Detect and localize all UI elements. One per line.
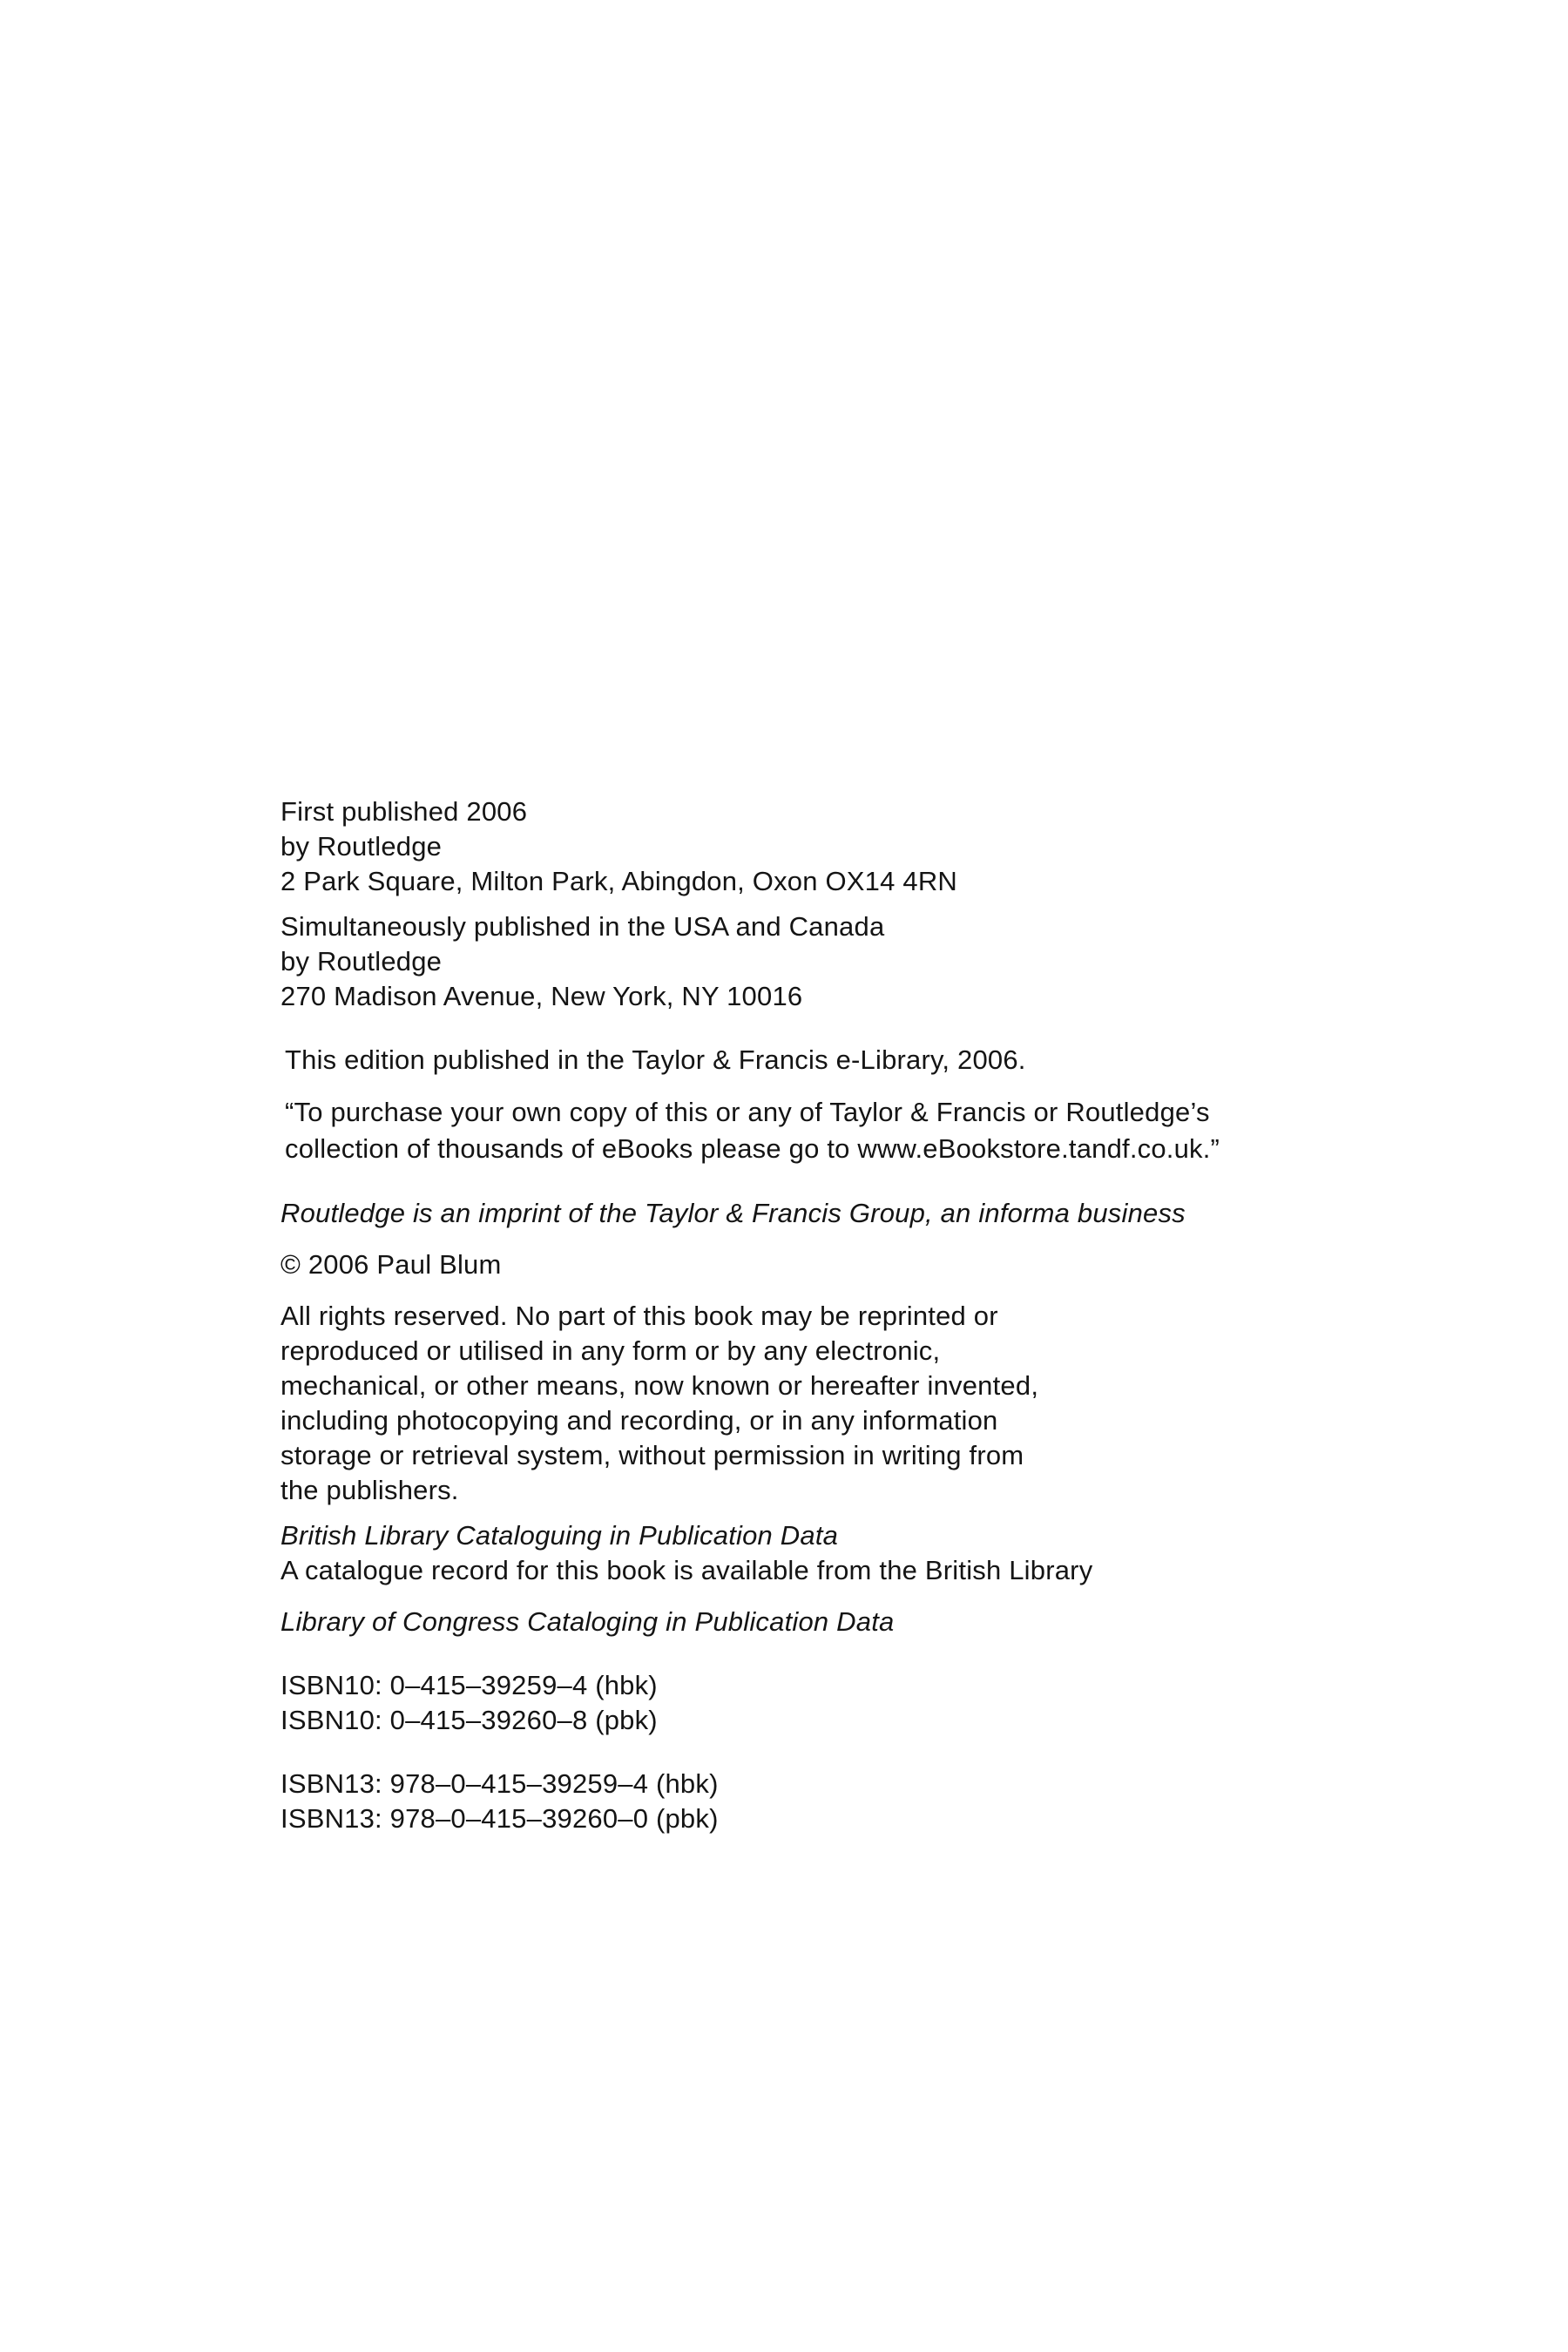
uk-publication-block xyxy=(280,794,1361,899)
isbn10-pbk-line: ISBN10: 0–415–39260–8 (pbk) xyxy=(280,1705,658,1735)
rights-line: reproduced or utilised in any form or by any electronic, xyxy=(280,1335,941,1366)
ebook-notice-line: collection of thousands of eBooks please go to www.eBookstore.tandf.co.uk.” xyxy=(285,1133,1220,1164)
us-publisher-address-line: 270 Madison Avenue, New York, NY 10016 xyxy=(280,981,803,1011)
imprint-note-line: Routledge is an imprint of the Taylor & Francis Group, an informa business xyxy=(280,1198,1186,1228)
ebook-purchase-notice-block xyxy=(285,1094,1361,1167)
us-publisher-line: by Routledge xyxy=(280,946,443,977)
british-library-heading: British Library Cataloguing in Publication Data xyxy=(280,1520,839,1551)
isbn13-block xyxy=(280,1767,1361,1836)
elibrary-edition-block xyxy=(285,1043,1361,1078)
isbn13-pbk-line: ISBN13: 978–0–415–39260–0 (pbk) xyxy=(280,1803,719,1834)
us-publication-block xyxy=(280,909,1361,1014)
copyright-line: © 2006 Paul Blum xyxy=(280,1249,502,1280)
library-of-congress-heading: Library of Congress Cataloging in Publication Data xyxy=(280,1606,895,1637)
imprint-note-block xyxy=(280,1196,1361,1231)
isbn10-block xyxy=(280,1668,1361,1738)
british-library-block xyxy=(280,1518,1361,1588)
library-of-congress-block xyxy=(280,1605,1361,1639)
british-library-text: A catalogue record for this book is available from the British Library xyxy=(280,1555,1093,1585)
first-published-line: First published 2006 xyxy=(280,796,528,827)
copyright-imprint-page xyxy=(280,794,1361,1836)
rights-line: including photocopying and recording, or in any information xyxy=(280,1405,998,1436)
ebook-notice-line: “To purchase your own copy of this or any of Taylor & Francis or Routledge’s xyxy=(285,1097,1210,1127)
rights-reserved-block xyxy=(280,1299,1361,1508)
publisher-line: by Routledge xyxy=(280,831,443,862)
publisher-address-line: 2 Park Square, Milton Park, Abingdon, Oxon OX14 4RN xyxy=(280,866,957,896)
elibrary-edition-line: This edition published in the Taylor & Francis e-Library, 2006. xyxy=(285,1044,1026,1075)
rights-line: All rights reserved. No part of this book may be reprinted or xyxy=(280,1301,998,1331)
copyright-block xyxy=(280,1247,1361,1282)
isbn10-hbk-line: ISBN10: 0–415–39259–4 (hbk) xyxy=(280,1670,658,1700)
isbn13-hbk-line: ISBN13: 978–0–415–39259–4 (hbk) xyxy=(280,1768,719,1799)
us-published-line: Simultaneously published in the USA and Canada xyxy=(280,911,885,942)
rights-line: the publishers. xyxy=(280,1475,459,1505)
rights-line: storage or retrieval system, without permission in writing from xyxy=(280,1440,1024,1470)
rights-line: mechanical, or other means, now known or hereafter invented, xyxy=(280,1370,1039,1401)
